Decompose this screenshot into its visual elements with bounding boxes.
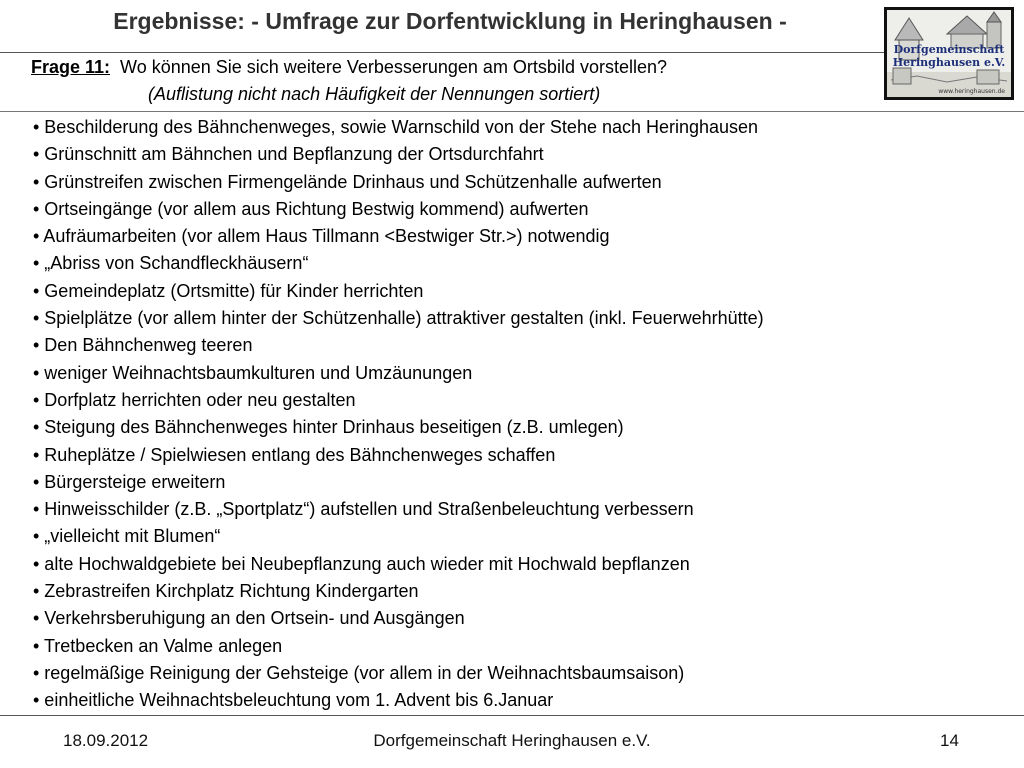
list-item: • Dorfplatz herrichten oder neu gestalten [33,389,356,410]
list-item: • Spielplätze (vor allem hinter der Schützenhalle) attraktiver gestalten (inkl. Feuerwehrhütte) [33,308,764,329]
list-item: • Den Bähnchenweg teeren [33,335,253,356]
logo-url: www.heringhausen.de [938,88,1005,95]
slide-title: Ergebnisse: - Umfrage zur Dorfentwicklung in Heringhausen - [113,8,787,34]
logo-line-2: Heringhausen e.V. [892,56,1006,69]
list-item: • Beschilderung des Bähnchenweges, sowie Warnschild von der Stehe nach Heringhausen [33,117,759,137]
question-note: (Auflistung nicht nach Häufigkeit der Nennungen sortiert) [148,84,601,104]
list-item: • Ruheplätze / Spielwiesen entlang des Bähnchenweges schaffen [33,444,556,465]
list-item: • „vielleicht mit Blumen“ [33,526,221,547]
list-item: • Tretbecken an Valme anlegen [33,635,283,656]
club-logo [884,7,1014,100]
list-item: • Grünstreifen zwischen Firmengelände Drinhaus und Schützenhalle aufwerten [33,171,662,192]
list-item: • Steigung des Bähnchenweges hinter Drinhaus beseitigen (z.B. umlegen) [33,417,624,438]
list-item: • Grünschnitt am Bähnchen und Bepflanzung der Ortsdurchfahrt [33,144,544,165]
list-item: • Gemeindeplatz (Ortsmitte) für Kinder herrichten [33,280,424,301]
list-item: • einheitliche Weihnachtsbeleuchtung vom 1. Advent bis 6.Januar [33,690,554,711]
list-item: • Ortseingänge (vor allem aus Richtung Bestwig kommend) aufwerten [33,198,589,219]
question-label: Frage 11: [31,57,111,77]
page-number: 14 [940,731,959,750]
header-divider [0,52,884,53]
question-line [31,57,667,78]
list-item: • Zebrastreifen Kirchplatz Richtung Kindergarten [33,581,419,602]
answer-list [33,114,764,715]
list-item: • weniger Weihnachtsbaumkulturen und Umzäunungen [33,362,473,383]
list-item: • Hinweisschilder (z.B. „Sportplatz“) aufstellen und Straßenbeleuchtung verbessern [33,499,694,520]
list-item: • Aufräumarbeiten (vor allem Haus Tillmann <Bestwiger Str.>) notwendig [33,226,610,247]
footer-divider [0,715,1024,716]
list-item: • regelmäßige Reinigung der Gehsteige (vor allem in der Weihnachtsbaumsaison) [33,662,685,683]
list-item: • alte Hochwaldgebiete bei Neubepflanzung auch wieder mit Hochwald bepflanzen [33,553,690,574]
list-item: • Bürgersteige erweitern [33,471,226,492]
footer-organization: Dorfgemeinschaft Heringhausen e.V. [373,731,651,750]
content-divider [0,111,1024,112]
footer-date: 18.09.2012 [63,731,149,750]
list-item: • Verkehrsberuhigung an den Ortsein- und Ausgängen [33,608,465,629]
list-item: • „Abriss von Schandfleckhäusern“ [33,253,309,274]
question-text: Wo können Sie sich weitere Verbesserungen am Ortsbild vorstellen? [120,57,667,77]
logo-line-1: Dorfgemeinschaft [893,43,1005,56]
